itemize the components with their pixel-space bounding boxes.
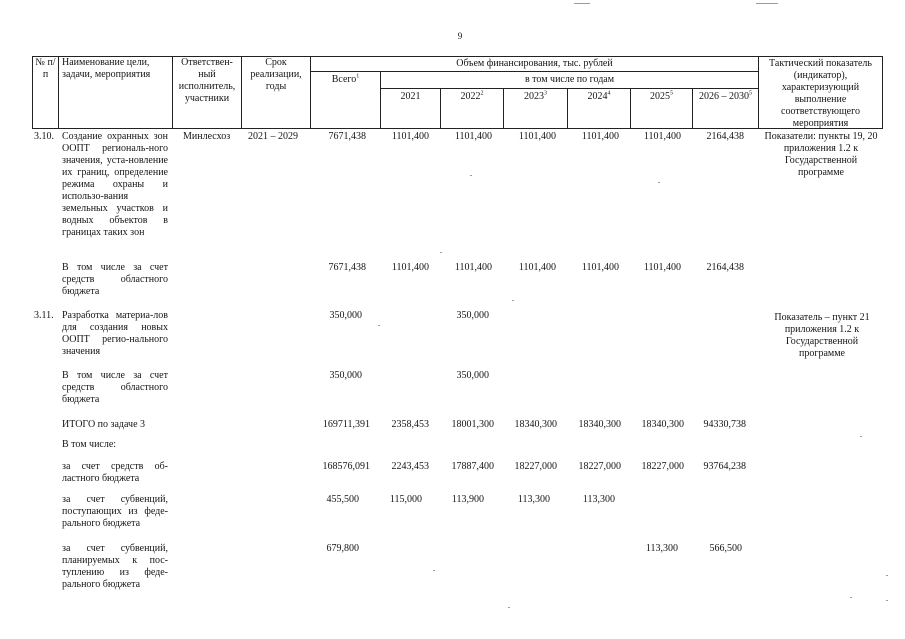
header-year-2023: 2023$^3$: [524, 90, 547, 102]
cell-total: 168576,091: [322, 461, 370, 472]
header-finance: Объем финансирования, тыс. рублей: [456, 58, 613, 69]
cell-2022: 350,000: [456, 310, 489, 321]
row-name: ИТОГО по задаче 3: [62, 419, 146, 430]
cell-2025: 113,300: [645, 543, 678, 554]
row-name: В том числе за счет средств областного бюджета: [62, 262, 168, 297]
cell-2026-2030: 93764,238: [703, 461, 746, 472]
cell-2024: 1101,400: [581, 131, 619, 142]
row-name: Создание охранных зон ООПТ региональ-ного значения, уста-новление их границ, определение режима охраны и использо-вания земельных участков и водных объектов в границах таких зон: [62, 131, 168, 238]
row-name: за счет субвенций, поступающих из феде-рального бюджета: [62, 494, 168, 529]
cell-2025: 18340,300: [641, 419, 684, 430]
cell-total: 7671,438: [328, 131, 366, 142]
cell-2022: 350,000: [456, 370, 489, 381]
cell-2026-2030: 566,500: [709, 543, 742, 554]
cell-2023: 113,300: [517, 494, 550, 505]
row-name: за счет средств об-ластного бюджета: [62, 461, 168, 484]
row-indicator: Показатель – пункт 21 приложения 1.2 к Государственной программе: [774, 312, 870, 359]
cell-2021: 2358,453: [391, 419, 429, 430]
row-executor: Минлесхоз: [183, 131, 231, 142]
cell-2024: 18227,000: [578, 461, 621, 472]
cell-2023: 18340,300: [514, 419, 557, 430]
cell-2025: 1101,400: [643, 262, 681, 273]
cell-2021: 1101,400: [391, 262, 429, 273]
row-name: В том числе:: [62, 439, 117, 450]
header-year-2021: 2021: [400, 91, 421, 102]
header-total: Всего$^1$: [331, 73, 360, 85]
header-year-2025: 2025$^5$: [650, 90, 673, 102]
cell-2022: 1101,400: [454, 131, 492, 142]
cell-2022: 113,900: [451, 494, 484, 505]
row-number: 3.11.: [34, 310, 54, 321]
cell-total: 7671,438: [328, 262, 366, 273]
header-executor: Ответствен-ный исполнитель, участники: [178, 57, 236, 104]
header-year-2024: 2024$^4$: [587, 90, 611, 102]
row-indicator: Показатели: пункты 19, 20 приложения 1.2 к Государственной программе: [764, 131, 878, 178]
cell-2021: 115,000: [389, 494, 422, 505]
cell-2024: 18340,300: [578, 419, 621, 430]
cell-total: 169711,391: [322, 419, 370, 430]
cell-2026-2030: 94330,738: [703, 419, 746, 430]
cell-total: 679,800: [326, 543, 359, 554]
cell-2026-2030: 2164,438: [706, 131, 744, 142]
cell-2022: 18001,300: [451, 419, 494, 430]
header-num: № п/п: [35, 57, 56, 80]
cell-total: 350,000: [329, 370, 362, 381]
cell-2024: 113,300: [582, 494, 615, 505]
row-name: за счет субвенций, планируемых к пос-туплению из феде-рального бюджета: [62, 543, 168, 590]
cell-2025: 18227,000: [641, 461, 684, 472]
cell-2022: 1101,400: [454, 262, 492, 273]
row-name: Разработка материа-лов для создания новых ООПТ регио-нального значения: [62, 310, 168, 357]
header-year-2022: 2022$^2$: [460, 90, 484, 102]
cell-total: 350,000: [329, 310, 362, 321]
cell-2021: 2243,453: [391, 461, 429, 472]
header-name: Наименование цели, задачи, мероприятия: [62, 57, 151, 80]
row-name: В том числе за счет средств областного бюджета: [62, 370, 168, 405]
header-period: Срок реализации, годы: [250, 57, 302, 92]
cell-2026-2030: 2164,438: [706, 262, 744, 273]
cell-2023: 18227,000: [514, 461, 557, 472]
cell-2024: 1101,400: [581, 262, 619, 273]
header-by-years: в том числе по годам: [524, 74, 615, 85]
row-number: 3.10.: [34, 131, 54, 142]
cell-2025: 1101,400: [643, 131, 681, 142]
cell-2023: 1101,400: [518, 262, 556, 273]
cell-total: 455,500: [326, 494, 359, 505]
page-number: 9: [457, 31, 463, 41]
cell-2023: 1101,400: [518, 131, 556, 142]
row-period: 2021 – 2029: [248, 131, 298, 142]
header-year-2026-2030: 2026 – 2030$^5$: [699, 90, 752, 102]
cell-2022: 17887,400: [451, 461, 494, 472]
cell-2021: 1101,400: [391, 131, 429, 142]
header-indicator: Тактический показатель (индикатор), характеризующий выполнение соответствующего мероприятия: [769, 58, 872, 129]
